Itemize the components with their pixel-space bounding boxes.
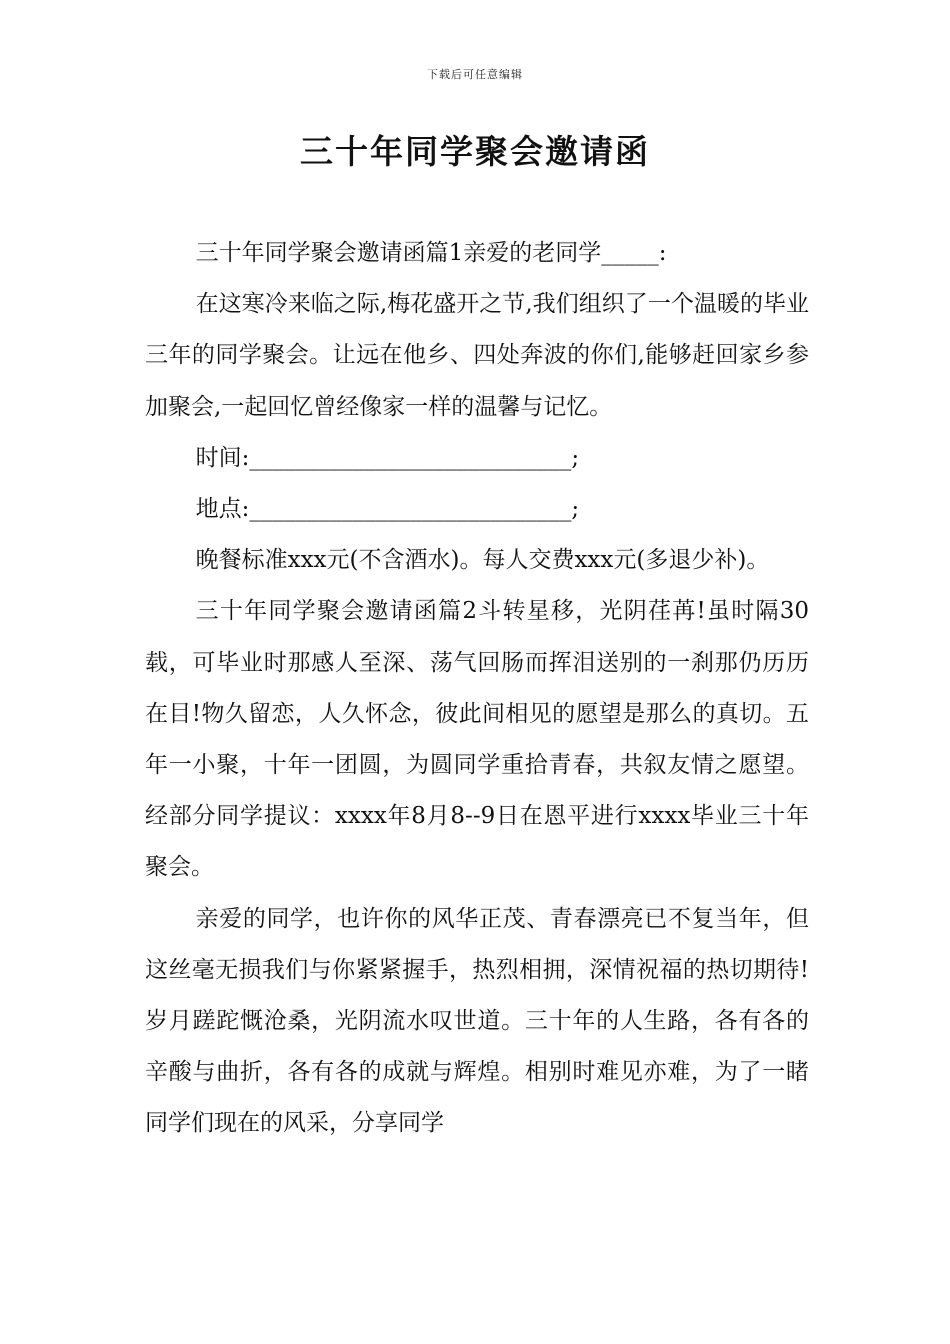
document-title: 三十年同学聚会邀请函 bbox=[300, 132, 650, 171]
paragraph-second-letter: 三十年同学聚会邀请函篇2斗转星移，光阴荏苒!虽时隔30载，可毕业时那感人至深、荡气回肠而挥泪送别的一刹那仍历历在目!物久留恋，人久怀念，彼此间相见的愿望是那么的真切。五年一小聚，十年一团圆，为圆同学重拾青春，共叙友情之愿望。经部分同学提议：xxxx年8月8--9日在恩平进行xxxx毕业三十年聚会。 bbox=[145, 598, 809, 881]
paragraph-closing: 亲爱的同学，也许你的风华正茂、青春漂亮已不复当年，但这丝毫无损我们与你紧紧握手，热烈相拥，深情祝福的热切期待!岁月蹉跎慨沧桑，光阴流水叹世道。三十年的人生路，各有各的辛酸与曲折，各有各的成就与辉煌。相别时难见亦难，为了一睹同学们现在的风采，分享同学 bbox=[145, 905, 809, 1137]
document-body bbox=[145, 228, 809, 1150]
paragraph-time: 时间:____________________________; bbox=[195, 444, 580, 471]
paragraph-invitation: 在这寒冷来临之际,梅花盛开之节,我们组织了一个温暖的毕业三年的同学聚会。让远在他乡、四处奔波的你们,能够赶回家乡参加聚会,一起回忆曾经像家一样的温馨与记忆。 bbox=[145, 291, 809, 420]
paragraph-dinner-fee: 晚餐标准xxx元(不含酒水)。每人交费xxx元(多退少补)。 bbox=[195, 547, 770, 574]
paragraph-greeting: 三十年同学聚会邀请函篇1亲爱的老同学_____: bbox=[195, 240, 667, 266]
paragraph-location: 地点:____________________________; bbox=[195, 496, 580, 523]
header-note: 下载后可任意编辑 bbox=[427, 68, 523, 81]
